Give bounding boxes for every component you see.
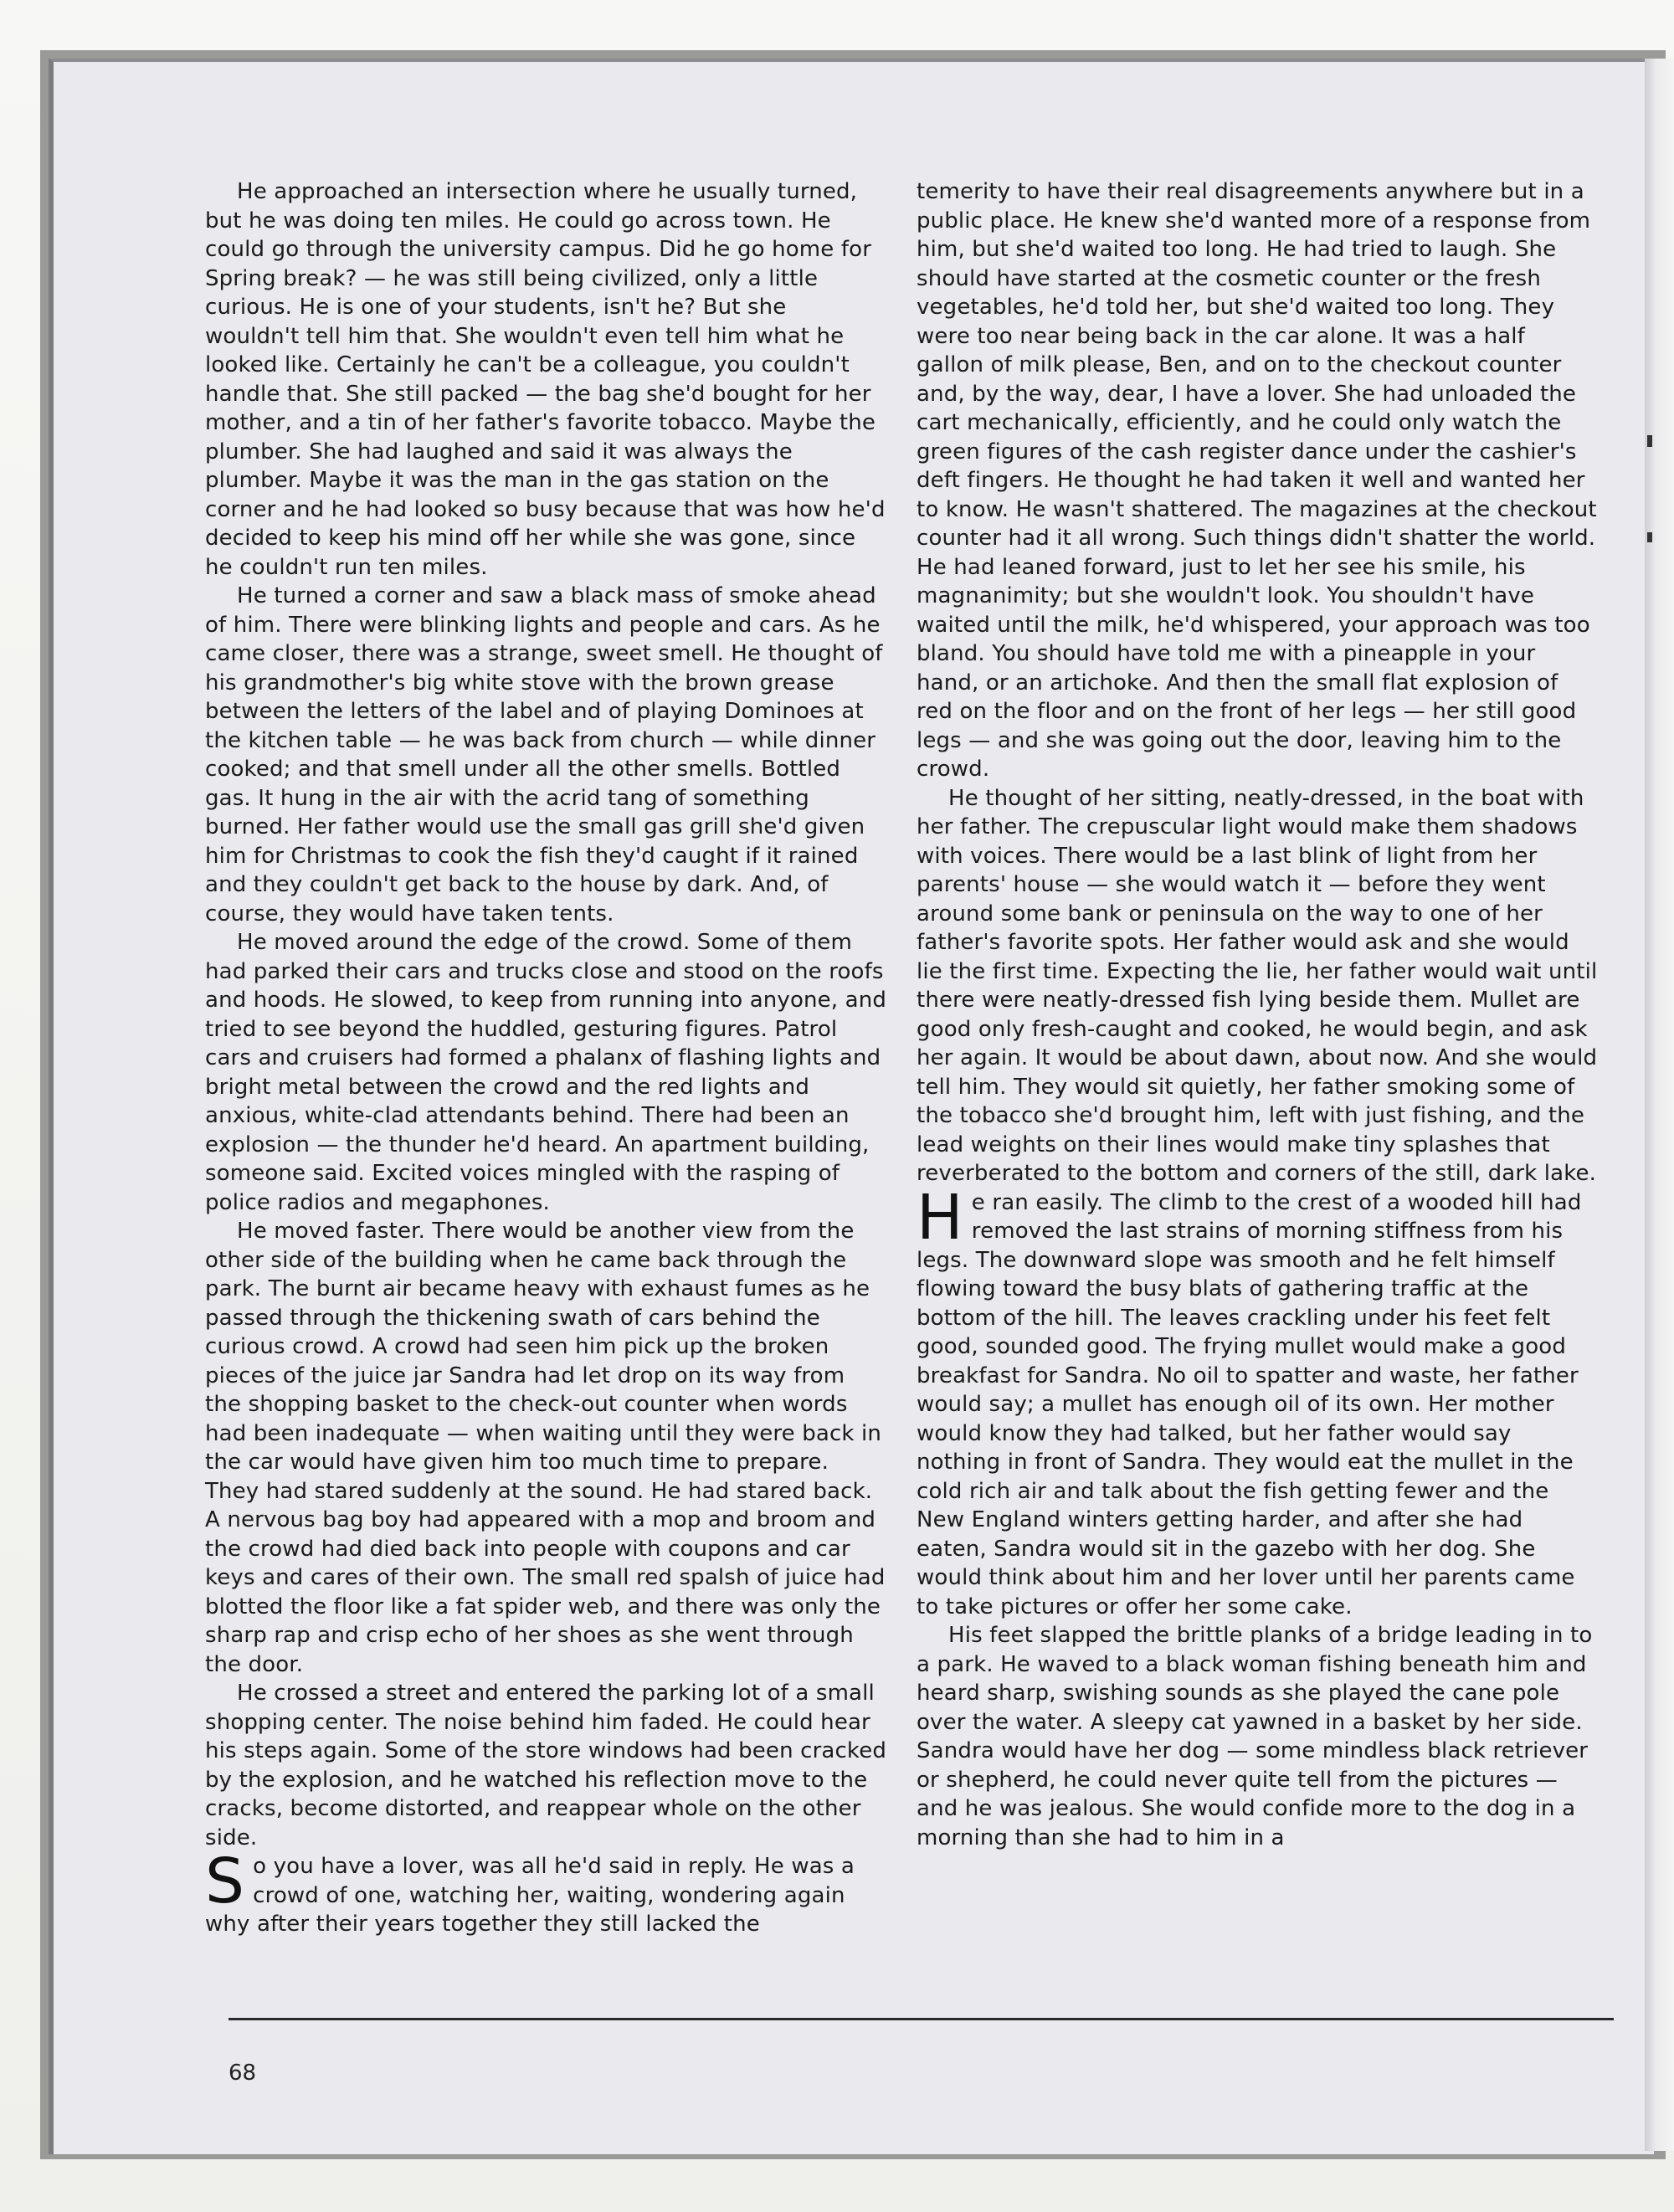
paragraph-text: o you have a lover, was all he'd said in reply. He was a crowd of one, watching her, waiting, wondering again why after their years together they still lacked the: [205, 1854, 855, 1937]
paragraph: He approached an intersection where he usually turned, but he was doing ten miles. He could go across town. He could go through the university campus. Did he go home for Spring break? — he was still being civilized, only a little curious. He is one of your students, isn't he? But she wouldn't tell him that. She wouldn't even tell him what he looked like. Certainly he can't be a colleague, you couldn't handle that. She still packed — the bag she'd bought for her mother, and a tin of her father's favorite tobacco. Maybe the plumber. She had laughed and said it was always the plumber. Maybe it was the man in the gas station on the corner and he had looked so busy because that was how he'd decided to keep his mind off her while she was gone, since he couldn't run ten miles.: [205, 179, 886, 580]
paragraph: He crossed a street and entered the parking lot of a small shopping center. The noise behind him faded. He could hear his steps again. Some of the store windows had been cracked by the explosion, and he watched his reflection move to the cracks, become distorted, and reappear whole on the other side.: [205, 1681, 887, 1850]
right-column: [917, 177, 1599, 1852]
edge-mark: [1647, 532, 1652, 542]
left-column: [205, 177, 887, 1939]
paragraph: He turned a corner and saw a black mass of smoke ahead of him. There were blinking lights and people and cars. As he came closer, there was a strange, sweet smell. He thought of his grandmother's big white stove with the brown grease between the letters of the label and of playing Dominoes at the kitchen table — he was back from church — while dinner cooked; and that smell under all the other smells. Bottled gas. It hung in the air with the acrid tang of something burned. Her father would use the small gas grill she'd given him for Christmas to cook the fish they'd caught if it rained and they couldn't get back to the house by dark. And, of course, they would have taken tents.: [205, 583, 883, 926]
footer-rule: [229, 2018, 1614, 2020]
paragraph: His feet slapped the brittle planks of a bridge leading in to a park. He waved to a black woman fishing beneath him and heard sharp, swishing sounds as she played the cane pole over the water. A sleepy cat yawned in a basket by her side. Sandra would have her dog — some mindless black retriever or shepherd, he could never quite tell from the pictures — and he was jealous. She would confide more to the dog in a morning than she had to him in a: [917, 1623, 1593, 1850]
paragraph: He moved faster. There would be another view from the other side of the building when he came back through the park. The burnt air became heavy with exhaust fumes as he passed through the thickening swath of cars behind the curious crowd. A crowd had seen him pick up the broken pieces of the juice jar Sandra had let drop on its way from the shopping basket to the check-out counter when words had been inadequate — when waiting until they were back in the car would have given him too much time to prepare. They had stared suddenly at the sound. He had stared back. A nervous bag boy had appeared with a mop and broom and the crowd had died back into people with coupons and car keys and cares of their own. The small red spalsh of juice had blotted the floor like a fat spider web, and there was only the sharp rap and crisp echo of her shoes as she went through the door.: [205, 1219, 886, 1677]
paragraph: He thought of her sitting, neatly-dressed, in the boat with her father. The crepuscular light would make them shadows with voices. There would be a last blink of light from her parents' house — she would watch it — before they went around some bank or peninsula on the way to one of her father's favorite spots. Her father would ask and she would lie the first time. Expecting the lie, her father would wait until there were neatly-dressed fish lying beside them. Mullet are good only fresh-caught and cooked, he would begin, and ask her again. It would be about dawn, about now. And she would tell him. They would sit quietly, her father smoking some of the tobacco she'd brought him, left with just fishing, and the lead weights on their lines would make tiny splashes that reverberated to the bottom and corners of the still, dark lake.: [917, 785, 1598, 1186]
edge-mark: [1647, 435, 1652, 447]
dropcap-paragraph: [205, 1845, 887, 1939]
dropcap-paragraph: [917, 1181, 1599, 1622]
paragraph: He moved around the edge of the crowd. Some of them had parked their cars and trucks close and stood on the roofs and hoods. He slowed, to keep from running into anyone, and tried to see beyond the huddled, gesturing figures. Patrol cars and cruisers had formed a phalanx of flashing lights and bright metal between the crowd and the red lights and anxious, white-clad attendants behind. There had been an explosion — the thunder he'd heard. An apartment building, someone said. Excited voices mingled with the rasping of police radios and megaphones.: [205, 930, 886, 1215]
dropcap-letter: S: [205, 1845, 245, 1917]
paragraph-continued: temerity to have their real disagreements anywhere but in a public place. He knew she'd wanted more of a response from him, but she'd waited too long. He had tried to laugh. She should have started at the cosmetic counter or the fresh vegetables, he'd told her, but she'd waited too long. They were too near being back in the car alone. It was a half gallon of milk please, Ben, and on to the checkout counter and, by the way, dear, I have a lover. She had unloaded the cart mechanically, efficiently, and he could only watch the green figures of the cash register dance under the cashier's deft fingers. He thought he had taken it well and wanted her to know. He wasn't shattered. The magazines at the checkout counter had it all wrong. Such things didn't shatter the world. He had leaned forward, just to let her see his smile, his magnanimity; but she wouldn't look. You shouldn't have waited until the milk, he'd whispered, your approach was too bland. You should have told me with a pineapple in your hand, or an artichoke. And then the small flat explosion of red on the floor and on the front of her legs — her still good legs — and she was going out the door, leaving him to the crowd.: [917, 179, 1597, 782]
page-edge: [1645, 59, 1674, 2151]
page-number: 68: [229, 2061, 257, 2086]
paragraph-text: e ran easily. The climb to the crest of a wooded hill had removed the last strains of morning stiffness from his legs. The downward slope was smooth and he felt himself flowing toward the busy blats of gathering traffic at the bottom of the hill. The leaves crackling under his feet felt good, sounded good. The frying mullet would make a good breakfast for Sandra. No oil to spatter and waste, her father would say; a mullet has enough oil of its own. Her mother would know they had talked, but her father would say nothing in front of Sandra. They would eat the mullet in the cold rich air and talk about the fish getting fewer and the New England winters getting harder, and after she had eaten, Sandra would sit in the gazebo with her dog. She would think about him and her lover until her parents came to take pictures or offer her some cake.: [917, 1189, 1582, 1619]
dropcap-letter: H: [917, 1181, 963, 1254]
